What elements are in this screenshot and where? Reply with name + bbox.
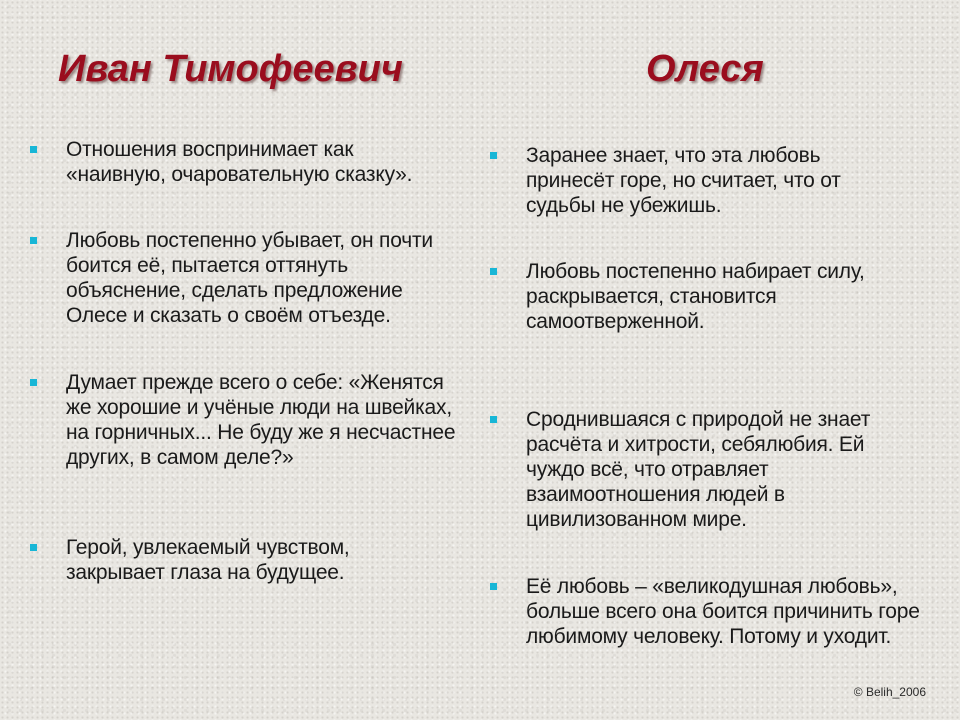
list-item-text: Сроднившаяся с природой не знает расчёта и хитрости, себялюбия. Ей чуждо всё, что отравляет взаимоотношения людей в цивилизованном мире. <box>526 408 871 531</box>
list-item <box>526 574 936 649</box>
list-item <box>66 228 466 328</box>
bullet-icon <box>30 146 37 153</box>
list-item-text: Герой, увлекаемый чувством, закрывает глаза на будущее. <box>66 536 350 584</box>
list-item-text: Думает прежде всего о себе: «Женятся же хорошие и учёные люди на швейках, на горничных... Не буду же я несчастнее других, в самом деле?» <box>66 371 456 469</box>
list-item <box>66 137 446 187</box>
heading-olesya: Олеся <box>646 48 764 90</box>
bullet-icon <box>490 152 497 159</box>
list-item <box>66 370 466 470</box>
bullet-icon <box>490 583 497 590</box>
bullet-icon <box>30 544 37 551</box>
list-item <box>526 259 906 334</box>
list-item-text: Её любовь – «великодушная любовь», больше всего она боится причинить горе любимому человеку. Потому и уходит. <box>526 575 920 648</box>
bullet-icon <box>490 268 497 275</box>
list-item-text: Заранее знает, что эта любовь принесёт горе, но считает, что от судьбы не убежишь. <box>526 144 841 217</box>
list-item <box>526 143 866 218</box>
heading-ivan-timofeevich: Иван Тимофеевич <box>58 48 403 90</box>
list-item <box>526 407 906 532</box>
list-item-text: Любовь постепенно набирает силу, раскрывается, становится самоотверженной. <box>526 260 865 333</box>
bullet-icon <box>30 237 37 244</box>
bullet-icon <box>30 379 37 386</box>
list-item-text: Отношения воспринимает как «наивную, очаровательную сказку». <box>66 138 413 186</box>
list-item <box>66 535 386 585</box>
copyright-sign: © Belih_2006 <box>853 685 926 699</box>
list-item-text: Любовь постепенно убывает, он почти боится её, пытается оттянуть объяснение, сделать предложение Олесе и сказать о своём отъезде. <box>66 229 433 327</box>
bullet-icon <box>490 416 497 423</box>
